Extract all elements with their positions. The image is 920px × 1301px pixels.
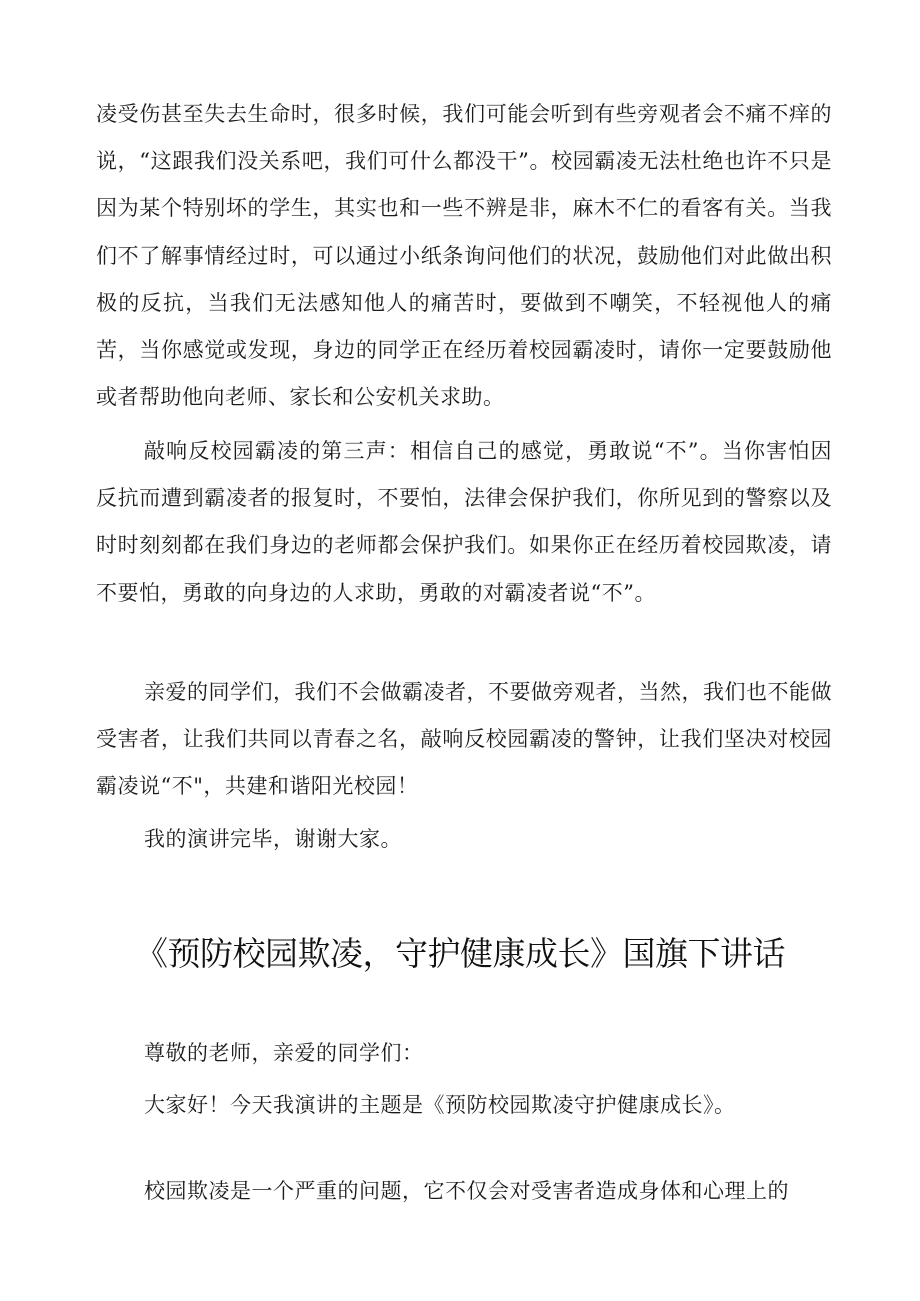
greeting-line: 尊敬的老师，亲爱的同学们： [144,1041,424,1065]
paragraph-speech-end: 我的演讲完毕，谢谢大家。 [144,827,402,851]
paragraph-third-call: 敲响反校园霸凌的第三声：相信自己的感觉，勇敢说“不”。当你害怕因反抗而遭到霸凌者的报复时，不要怕，法律会保护我们，你所见到的警察以及时时刻刻都在我们身边的老师都会保护我们。如果你正在经历着校园欺凌，请不要怕，勇敢的向身边的人求助，勇敢的对霸凌者说“不”。 [96,439,832,605]
intro-line: 大家好！今天我演讲的主题是《预防校园欺凌守护健康成长》。 [144,1093,736,1117]
paragraph-continuation: 凌受伤甚至失去生命时，很多时候，我们可能会听到有些旁观者会不痛不痒的说，“这跟我们没关系吧，我们可什么都没干”。校园霸凌无法杜绝也许不只是因为某个特别坏的学生，其实也和一些不辨是非，麻木不仁的看客有关。当我们不了解事情经过时，可以通过小纸条询问他们的状况，鼓励他们对此做出积极的反抗，当我们无法感知他人的痛苦时，要做到不嘲笑，不轻视他人的痛苦，当你感觉或发现，身边的同学正在经历着校园霸凌时，请你一定要鼓励他或者帮助他向老师、家长和公安机关求助。 [96,102,832,410]
paragraph-bullying-problem: 校园欺凌是一个严重的问题，它不仅会对受害者造成身体和心理上的 [144,1179,789,1203]
speech-title: 《预防校园欺凌，守护健康成长》国旗下讲话 [135,934,785,973]
paragraph-closing-appeal: 亲爱的同学们，我们不会做霸凌者，不要做旁观者，当然，我们也不能做受害者，让我们共同以青春之名，敲响反校园霸凌的警钟，让我们坚决对校园霸凌说“不"，共建和谐阳光校园！ [96,680,832,799]
